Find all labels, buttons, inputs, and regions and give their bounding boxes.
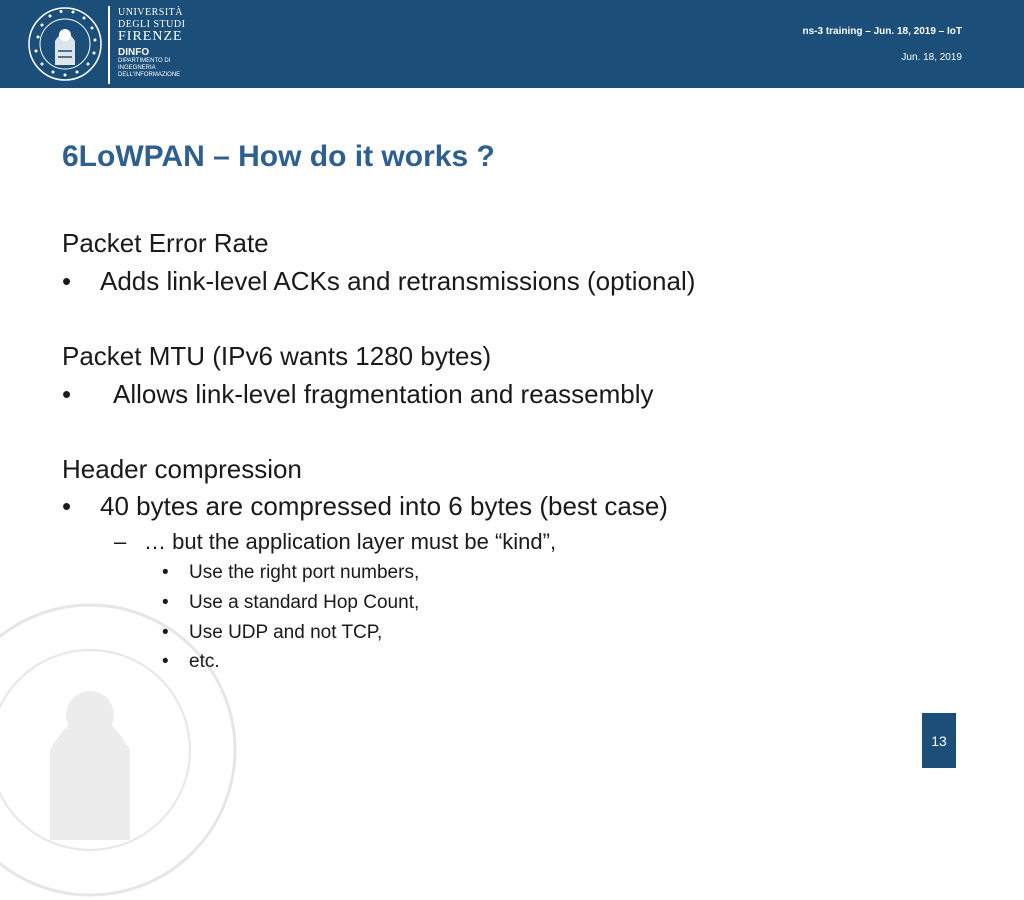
university-name-line1: UNIVERSITÀ (118, 7, 183, 18)
section-heading: Packet MTU (IPv6 wants 1280 bytes) (62, 341, 492, 371)
bullet-text: 40 bytes are compressed into 6 bytes (best case) (100, 491, 668, 521)
list-item-text: etc. (189, 651, 220, 672)
section-heading: Header compression (62, 454, 302, 484)
bullet-text: Adds link-level ACKs and retransmissions (optional) (100, 266, 696, 296)
department-name-line3: DELL'INFORMAZIONE (118, 72, 181, 78)
bullet-marker: • (162, 592, 169, 613)
department-abbreviation: DINFO (118, 47, 150, 58)
page-number: 13 (931, 733, 947, 749)
slide-title: 6LoWPAN – How do it works ? (62, 140, 495, 173)
bullet-text: Allows link-level fragmentation and reassembly (113, 379, 654, 409)
section-heading: Packet Error Rate (62, 228, 269, 258)
dash-marker: – (114, 529, 127, 554)
list-item-text: Use the right port numbers, (189, 562, 420, 583)
page-number-box (922, 713, 956, 768)
bullet-marker: • (162, 651, 169, 672)
slide-header (0, 0, 1024, 88)
university-name-line3: FIRENZE (118, 29, 183, 44)
bullet-marker: • (162, 622, 169, 643)
university-seal-icon (28, 7, 102, 81)
logo-divider (108, 6, 110, 84)
bullet-marker: • (62, 491, 72, 521)
presentation-title: ns-3 training – Jun. 18, 2019 – IoT (802, 26, 962, 37)
department-name-line1: DIPARTIMENTO DI (118, 58, 171, 64)
presentation-date: Jun. 18, 2019 (901, 52, 962, 63)
department-name-line2: INGEGNERIA (118, 65, 156, 71)
bullet-marker: • (62, 379, 72, 409)
list-item-text: Use UDP and not TCP, (189, 622, 383, 643)
bullet-marker: • (162, 562, 169, 583)
seal-watermark-icon (0, 600, 240, 900)
sub-bullet-text: … but the application layer must be “kind”, (144, 529, 557, 554)
university-name-line2: DEGLI STUDI (118, 19, 186, 30)
list-item-text: Use a standard Hop Count, (189, 592, 420, 613)
bullet-marker: • (62, 266, 72, 296)
